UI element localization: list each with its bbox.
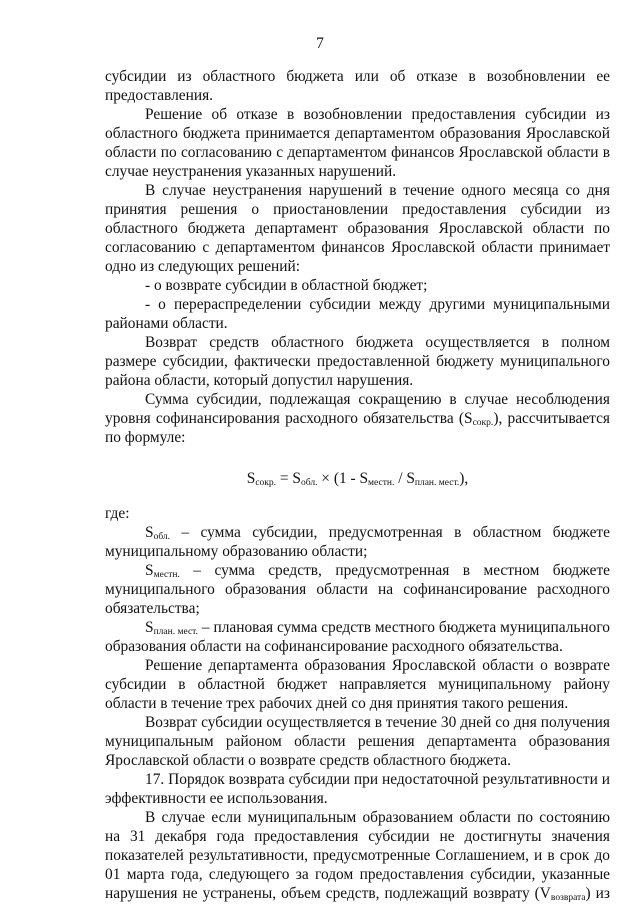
definition-subscript: план. мест. (153, 627, 198, 637)
paragraph: Решение об отказе в возобновлении предоставления субсидии из областного бюджета принимается департаментом образования Ярославской области по согласованию с департаментом финансов Ярославской области в случае неустранения указанных нарушений. (105, 106, 610, 180)
formula-symbol: S (292, 470, 301, 487)
paragraph: Возврат субсидии осуществляется в течение 30 дней со дня получения муниципальным районом области решения департамента образования Ярославской области о возврате средств областного бюджета. (105, 714, 610, 769)
definition-symbol: S (145, 619, 154, 636)
formula-operator: × (1 - (317, 470, 360, 487)
section-heading: 17. Порядок возврата субсидии при недостаточной результативности и эффективности ее использования. (105, 771, 610, 807)
list-item: - о возврате субсидии в областной бюджет; (145, 277, 428, 294)
paragraph (105, 390, 610, 447)
formula-subscript: сокр. (255, 478, 277, 488)
paragraph: субсидии из областного бюджета или об отказе в возобновлении ее предоставления. (105, 68, 610, 104)
formula-subscript: местн. (368, 478, 395, 488)
definition-text: – сумма средств, предусмотренная в местном бюджете муниципального образования области на софинансирование расходного обязательства; (105, 562, 610, 617)
definition-symbol: S (145, 524, 154, 541)
list-item: - о перераспределении субсидии между другими муниципальными районами области. (105, 296, 610, 332)
paragraph: Возврат средств областного бюджета осуществляется в полном размере субсидии, фактически предоставленной бюджету муниципального района области, который допустил нарушения. (105, 334, 610, 389)
definition-symbol: S (145, 562, 154, 579)
formula-operator: ), (459, 470, 469, 487)
paragraph (105, 808, 610, 903)
definition-subscript: местн. (153, 570, 180, 580)
formula-subscript: обл. (300, 478, 318, 488)
paragraph: В случае неустранения нарушений в течение одного месяца со дня принятия решения о приостановлении предоставления субсидии из областного бюджета департамент образования Ярославской области по согласованию с департаментом финансов Ярославской области принимает одно из следующих решений: (105, 182, 610, 275)
subscript: возврата (550, 893, 586, 903)
formula-operator: = (276, 470, 293, 487)
text-run: Сумма субсидии, подлежащая сокращению в случае несоблюдения уровня софинансирования расходного обязательства (S (105, 391, 610, 427)
formula (105, 469, 610, 488)
formula-symbol: S (406, 470, 415, 487)
page-number: 7 (316, 35, 324, 52)
subscript: сокр. (472, 418, 494, 428)
formula-symbol: S (359, 470, 369, 487)
definition (105, 561, 610, 618)
text-run: ), рассчитывается по формуле: (105, 410, 610, 446)
where-label: где: (105, 505, 130, 522)
formula-operator: / (394, 470, 407, 487)
definition-text: – плановая сумма средств местного бюджета муниципального образования области на софинансирование расходного обязательства. (105, 619, 610, 655)
document-body (105, 67, 610, 903)
text-run: ) из (585, 885, 610, 902)
formula-subscript: план. мест. (414, 478, 460, 488)
definition (105, 523, 610, 561)
definition-text: – сумма субсидии, предусмотренная в областном бюджете муниципальному образованию области; (105, 524, 610, 560)
text-run: В случае если муниципальным образованием области по состоянию на 31 декабря года предоставления субсидии не достигнуты значения показателей результативности, предусмотренные Соглашением, и в срок до 01 марта года, следующего за годом предоставления субсидии, указанные нарушения не устранены, объем средств, подлежащий возврату (V (105, 809, 610, 902)
definition-subscript: обл. (153, 532, 171, 542)
formula-symbol: S (246, 470, 256, 487)
paragraph: Решение департамента образования Ярославской области о возврате субсидии в областной бюджет направляется муниципальному району области в течение трех рабочих дней со дня принятия такого решения. (105, 657, 610, 712)
definition (105, 618, 610, 656)
